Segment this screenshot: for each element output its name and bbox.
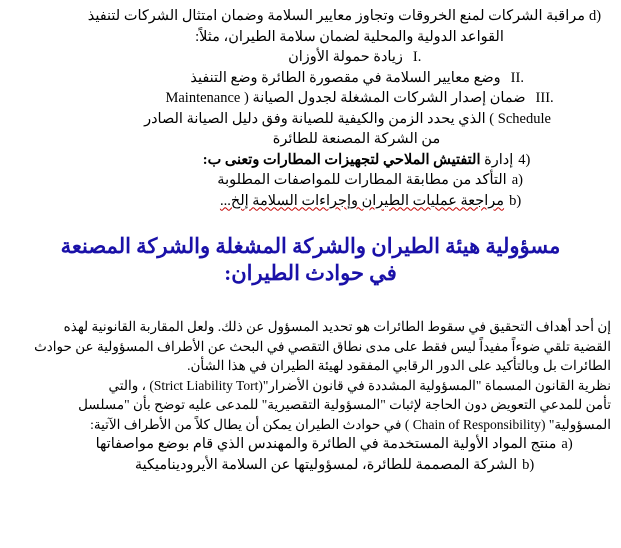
roman-list	[10, 47, 611, 150]
list-item	[10, 68, 611, 89]
bottom-text-b: الشركة المصممة للطائرة، لمسؤوليتها عن السلامة الأيروديناميكية	[134, 456, 518, 473]
bottom-marker-a: a)	[561, 436, 573, 452]
page-title	[10, 233, 611, 287]
section-4-text	[203, 150, 514, 171]
paragraph-2-line3-latin: Chain of Responsibility	[412, 416, 541, 432]
list-item	[10, 191, 611, 212]
page-title-line1: مسؤولية هيئة الطيران والشركة المشغلة والشركة المصنعة	[60, 234, 561, 258]
section-4-marker: 4)	[518, 151, 531, 168]
roman-text-1: زيادة حمولة الأوزان	[288, 49, 403, 65]
paragraph-2-line3	[10, 415, 611, 435]
paragraph-2-line3-pre: المسؤولية" (	[540, 416, 611, 432]
roman-marker-3: III.	[535, 90, 554, 106]
sub-marker-b: b)	[509, 192, 522, 209]
section-d-marker: d)	[589, 8, 602, 24]
list-item	[10, 434, 611, 455]
section-4-prefix: إدارة	[480, 151, 514, 168]
bottom-marker-b: b)	[522, 456, 535, 473]
paragraph-2	[10, 376, 611, 435]
list-item	[10, 455, 611, 476]
roman-continuation-1: Schedule ) الذي يحدد الزمن والكيفية للصيانة وفق دليل الصيانة الصادر	[144, 110, 551, 127]
roman-continuation-2: من الشركة المصنعة للطائرة	[272, 131, 441, 147]
roman-text-3: ضمان إصدار الشركات المشغلة لجدول الصيانة ( Maintenance	[165, 90, 526, 106]
roman-marker-2: II.	[510, 69, 524, 86]
section-4-bold-label: التفتيش الملاحي لتجهيزات المطارات وتعنى ب:	[202, 151, 481, 168]
paragraph-2-line1	[10, 376, 611, 396]
sub-text-b: مراجعة عمليات الطيران وإجراءات السلامة إلخ...	[219, 192, 505, 209]
section-4-row	[10, 150, 611, 171]
paragraph-1-line2: القضية تلقي ضوءاً مفيداً ليس فقط على مدى نطاق التقصي في البحث عن الأطراف المسؤولية عن حوادث	[34, 338, 611, 354]
section-d	[10, 6, 611, 47]
paragraph-2-line1-pre: نظرية القانون المسماة "المسؤولية المشددة في قانون الأضرار"(	[258, 377, 611, 393]
paragraph-2-line3-post: ) في حوادث الطيران يمكن أن يطال كلاً من الأطراف الآتية:	[90, 416, 413, 432]
paragraph-1-line1: إن أحد أهداف التحقيق في سقوط الطائرات هو تحديد المسؤول عن ذلك. ولعل المقاربة القانونية لهذه	[63, 319, 611, 334]
roman-text-2: وضع معايير السلامة في مقصورة الطائرة وضع التنفيذ	[190, 69, 501, 86]
bottom-list	[10, 434, 611, 475]
section-d-line2: القواعد الدولية والمحلية لضمان سلامة الطيران، مثلاً:	[195, 28, 504, 45]
page-title-line2: في حوادث الطيران:	[224, 261, 397, 285]
paragraph-2-line1-post: ) ، والتي	[108, 377, 154, 393]
section-d-line1-row	[10, 6, 611, 27]
paragraph-1-line3: الطائرات بل وبالتأكيد على الدور الرقابي المفقود لهيئة الطيران في هذا الشأن.	[187, 358, 611, 373]
sub-text-a: التأكد من مطابقة المطارات للمواصفات المطلوبة	[217, 172, 507, 188]
list-item	[10, 88, 611, 109]
roman-marker-1: I.	[412, 49, 422, 65]
bottom-text-a: منتج المواد الأولية المستخدمة في الطائرة والمهندس الذي قام بوضع مواصفاتها	[95, 436, 557, 452]
paragraph-2-line1-latin: Strict Liability Tort	[153, 377, 259, 393]
list-item	[10, 170, 611, 191]
paragraph-1	[10, 317, 611, 376]
section-4	[10, 150, 611, 171]
section-4-sublist	[10, 170, 611, 211]
paragraph-2-line2: تأمن للمدعي التعويض دون الحاجة لإثبات "المسؤولية التقصيرية" للمدعى عليه توضح بأن "مسلسل	[78, 397, 611, 412]
section-d-line1-text: مراقبة الشركات لمنع الخروقات وتجاوز معايير السلامة وضمان امتثال الشركات لتنفيذ	[87, 8, 585, 24]
sub-marker-a: a)	[511, 172, 523, 188]
list-item	[10, 47, 611, 68]
